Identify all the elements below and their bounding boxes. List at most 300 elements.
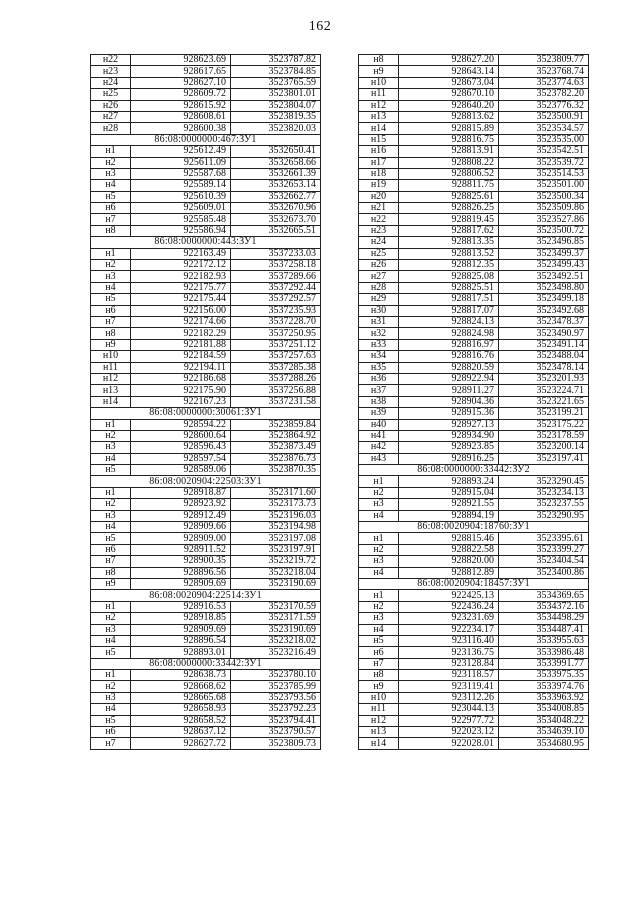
table-row [359,77,589,88]
table-row [91,316,321,327]
y-coordinate-cell: 3523171.60 [231,487,321,498]
point-number-cell: н4 [359,624,399,635]
point-number-cell: н1 [91,146,131,157]
table-row [91,556,321,567]
x-coordinate-cell: 928811.75 [399,180,499,191]
x-coordinate-cell: 922175.44 [131,294,231,305]
point-number-cell: н26 [359,260,399,271]
y-coordinate-cell: 3532673.70 [231,214,321,225]
y-coordinate-cell: 3523793.56 [231,692,321,703]
x-coordinate-cell: 928824.98 [399,328,499,339]
point-number-cell: н3 [91,510,131,521]
table-row [91,214,321,225]
table-row [359,328,589,339]
table-row [359,624,589,635]
table-row [91,100,321,111]
y-coordinate-cell: 3523534.57 [499,123,589,134]
x-coordinate-cell: 922194.11 [131,362,231,373]
table-row [359,738,589,749]
x-coordinate-cell: 928915.04 [399,487,499,498]
y-coordinate-cell: 3523499.18 [499,294,589,305]
table-row [91,613,321,624]
point-number-cell: н33 [359,339,399,350]
y-coordinate-cell: 3523804.07 [231,100,321,111]
point-number-cell: н21 [359,203,399,214]
table-row [359,419,589,430]
y-coordinate-cell: 3523196.03 [231,510,321,521]
point-number-cell: н2 [359,601,399,612]
table-row [91,635,321,646]
x-coordinate-cell: 928813.35 [399,237,499,248]
table-row [359,544,589,555]
coordinates-table-left-body [91,55,321,750]
x-coordinate-cell: 925586.94 [131,225,231,236]
point-number-cell: н7 [91,316,131,327]
point-number-cell: н12 [91,373,131,384]
point-number-cell: н2 [359,487,399,498]
y-coordinate-cell: 3523499.37 [499,248,589,259]
y-coordinate-cell: 3534680.95 [499,738,589,749]
y-coordinate-cell: 3523190.69 [231,578,321,589]
table-row [91,704,321,715]
y-coordinate-cell: 3523200.14 [499,442,589,453]
table-row [359,510,589,521]
point-number-cell: н10 [359,77,399,88]
x-coordinate-cell: 923231.69 [399,613,499,624]
x-coordinate-cell: 922234.17 [399,624,499,635]
point-number-cell: н41 [359,430,399,441]
y-coordinate-cell: 3523201.93 [499,373,589,384]
table-row [91,123,321,134]
table-row [359,556,589,567]
table-row [359,100,589,111]
point-number-cell: н8 [359,55,399,66]
table-row [359,601,589,612]
point-number-cell: н10 [359,692,399,703]
x-coordinate-cell: 928825.61 [399,191,499,202]
x-coordinate-cell: 928894.19 [399,510,499,521]
point-number-cell: н36 [359,373,399,384]
point-number-cell: н31 [359,316,399,327]
x-coordinate-cell: 922163.49 [131,248,231,259]
x-coordinate-cell: 928909.69 [131,578,231,589]
y-coordinate-cell: 3523399.27 [499,544,589,555]
table-row [91,168,321,179]
point-number-cell: н9 [359,66,399,77]
point-number-cell: н24 [359,237,399,248]
table-row [359,430,589,441]
table-row [359,533,589,544]
page-number: 162 [308,19,332,34]
y-coordinate-cell: 3523496.85 [499,237,589,248]
point-number-cell: н1 [91,670,131,681]
table-row [359,203,589,214]
point-number-cell: н11 [359,89,399,100]
x-coordinate-cell: 928918.85 [131,613,231,624]
y-coordinate-cell: 3523197.41 [499,453,589,464]
y-coordinate-cell: 3523514.53 [499,168,589,179]
table-row [359,225,589,236]
x-coordinate-cell: 928812.89 [399,567,499,578]
point-number-cell: н5 [91,533,131,544]
table-row [359,260,589,271]
point-number-cell: н34 [359,351,399,362]
parcel-cadastral-number: 86:08:0000000:443:ЗУ1 [91,237,321,248]
x-coordinate-cell: 928617.65 [131,66,231,77]
table-row [359,715,589,726]
table-row [359,692,589,703]
y-coordinate-cell: 3537233.03 [231,248,321,259]
y-coordinate-cell: 3534369.65 [499,590,589,601]
point-number-cell: н38 [359,396,399,407]
x-coordinate-cell: 922436.24 [399,601,499,612]
x-coordinate-cell: 928909.66 [131,522,231,533]
y-coordinate-cell: 3537292.57 [231,294,321,305]
y-coordinate-cell: 3523170.59 [231,601,321,612]
x-coordinate-cell: 928896.54 [131,635,231,646]
x-coordinate-cell: 928658.93 [131,704,231,715]
x-coordinate-cell: 928922.94 [399,373,499,384]
parcel-header-row [359,578,589,589]
x-coordinate-cell: 925585.48 [131,214,231,225]
x-coordinate-cell: 928820.59 [399,362,499,373]
table-row [359,590,589,601]
y-coordinate-cell: 3523794.41 [231,715,321,726]
table-row [359,214,589,225]
table-row [91,191,321,202]
x-coordinate-cell: 928816.75 [399,134,499,145]
x-coordinate-cell: 922186.68 [131,373,231,384]
point-number-cell: н8 [91,328,131,339]
x-coordinate-cell: 928813.52 [399,248,499,259]
y-coordinate-cell: 3523498.80 [499,282,589,293]
x-coordinate-cell: 928594.22 [131,419,231,430]
point-number-cell: н16 [359,146,399,157]
point-number-cell: н26 [91,100,131,111]
table-row [91,453,321,464]
y-coordinate-cell: 3532658.66 [231,157,321,168]
point-number-cell: н5 [91,715,131,726]
y-coordinate-cell: 3523175.22 [499,419,589,430]
table-row [91,157,321,168]
table-row [359,248,589,259]
y-coordinate-cell: 3537257.63 [231,351,321,362]
point-number-cell: н28 [91,123,131,134]
point-number-cell: н7 [91,738,131,749]
table-row [359,567,589,578]
x-coordinate-cell: 928815.89 [399,123,499,134]
y-coordinate-cell: 3523535.00 [499,134,589,145]
table-row [359,408,589,419]
point-number-cell: н2 [91,260,131,271]
point-number-cell: н1 [91,419,131,430]
x-coordinate-cell: 922977.72 [399,715,499,726]
x-coordinate-cell: 928912.49 [131,510,231,521]
y-coordinate-cell: 3537256.88 [231,385,321,396]
table-row [91,89,321,100]
y-coordinate-cell: 3523197.91 [231,544,321,555]
table-row [359,351,589,362]
table-row [359,89,589,100]
table-row [91,670,321,681]
table-row [91,465,321,476]
y-coordinate-cell: 3523478.37 [499,316,589,327]
parcel-cadastral-number: 86:08:0020904:22514:ЗУ1 [91,590,321,601]
x-coordinate-cell: 928900.35 [131,556,231,567]
table-row [91,305,321,316]
parcel-header-row [91,408,321,419]
y-coordinate-cell: 3537258.18 [231,260,321,271]
x-coordinate-cell: 928600.64 [131,430,231,441]
x-coordinate-cell: 928816.76 [399,351,499,362]
x-coordinate-cell: 928806.52 [399,168,499,179]
x-coordinate-cell: 928665.68 [131,692,231,703]
x-coordinate-cell: 928915.36 [399,408,499,419]
table-row [91,111,321,122]
point-number-cell: н7 [359,658,399,669]
x-coordinate-cell: 928627.10 [131,77,231,88]
table-row [91,692,321,703]
x-coordinate-cell: 928911.27 [399,385,499,396]
table-row [91,351,321,362]
x-coordinate-cell: 925612.49 [131,146,231,157]
point-number-cell: н6 [91,305,131,316]
table-row [359,442,589,453]
point-number-cell: н27 [91,111,131,122]
point-number-cell: н32 [359,328,399,339]
point-number-cell: н2 [91,430,131,441]
y-coordinate-cell: 3523870.35 [231,465,321,476]
coordinates-table-left [90,54,321,750]
x-coordinate-cell: 928918.87 [131,487,231,498]
point-number-cell: н39 [359,408,399,419]
y-coordinate-cell: 3523864.92 [231,430,321,441]
table-row [359,66,589,77]
y-coordinate-cell: 3523500.72 [499,225,589,236]
x-coordinate-cell: 922156.00 [131,305,231,316]
x-coordinate-cell: 928817.07 [399,305,499,316]
y-coordinate-cell: 3523218.02 [231,635,321,646]
y-coordinate-cell: 3533974.76 [499,681,589,692]
x-coordinate-cell: 928909.69 [131,624,231,635]
point-number-cell: н9 [91,578,131,589]
table-row [91,647,321,658]
point-number-cell: н40 [359,419,399,430]
x-coordinate-cell: 922028.01 [399,738,499,749]
table-row [359,157,589,168]
x-coordinate-cell: 928916.25 [399,453,499,464]
table-row [91,77,321,88]
table-row [91,385,321,396]
x-coordinate-cell: 928820.00 [399,556,499,567]
y-coordinate-cell: 3523190.69 [231,624,321,635]
x-coordinate-cell: 928893.24 [399,476,499,487]
table-row [359,111,589,122]
y-coordinate-cell: 3523219.72 [231,556,321,567]
table-row [359,271,589,282]
table-row [91,362,321,373]
x-coordinate-cell: 923118.57 [399,670,499,681]
point-number-cell: н6 [91,203,131,214]
y-coordinate-cell: 3523216.49 [231,647,321,658]
point-number-cell: н42 [359,442,399,453]
point-number-cell: н25 [359,248,399,259]
table-row [359,373,589,384]
point-number-cell: н3 [91,442,131,453]
table-row [359,168,589,179]
y-coordinate-cell: 3523527.86 [499,214,589,225]
x-coordinate-cell: 922182.93 [131,271,231,282]
y-coordinate-cell: 3537250.95 [231,328,321,339]
y-coordinate-cell: 3523178.59 [499,430,589,441]
table-row [359,282,589,293]
y-coordinate-cell: 3534372.16 [499,601,589,612]
parcel-header-row [359,522,589,533]
point-number-cell: н10 [91,351,131,362]
table-row [91,55,321,66]
table-row [359,191,589,202]
x-coordinate-cell: 928673.04 [399,77,499,88]
x-coordinate-cell: 928589.06 [131,465,231,476]
table-row [91,738,321,749]
y-coordinate-cell: 3523488.04 [499,351,589,362]
point-number-cell: н4 [91,453,131,464]
x-coordinate-cell: 922023.12 [399,727,499,738]
table-row [91,624,321,635]
point-number-cell: н27 [359,271,399,282]
x-coordinate-cell: 928637.12 [131,727,231,738]
y-coordinate-cell: 3523400.86 [499,567,589,578]
table-row [91,180,321,191]
table-row [359,134,589,145]
table-row [91,339,321,350]
coordinates-table-right-body [359,55,589,750]
x-coordinate-cell: 928819.45 [399,214,499,225]
table-row [359,704,589,715]
y-coordinate-cell: 3523765.59 [231,77,321,88]
x-coordinate-cell: 928824.13 [399,316,499,327]
y-coordinate-cell: 3533986.48 [499,647,589,658]
y-coordinate-cell: 3533975.35 [499,670,589,681]
table-row [91,727,321,738]
point-number-cell: н23 [359,225,399,236]
table-row [359,146,589,157]
y-coordinate-cell: 3523234.13 [499,487,589,498]
point-number-cell: н4 [91,282,131,293]
table-row [359,316,589,327]
y-coordinate-cell: 3534048.22 [499,715,589,726]
point-number-cell: н4 [91,635,131,646]
table-row [91,499,321,510]
table-row [91,203,321,214]
y-coordinate-cell: 3534639.10 [499,727,589,738]
point-number-cell: н35 [359,362,399,373]
y-coordinate-cell: 3532650.41 [231,146,321,157]
point-number-cell: н4 [91,704,131,715]
x-coordinate-cell: 922167.23 [131,396,231,407]
y-coordinate-cell: 3523782.20 [499,89,589,100]
y-coordinate-cell: 3532662.77 [231,191,321,202]
point-number-cell: н5 [359,635,399,646]
x-coordinate-cell: 928826.25 [399,203,499,214]
x-coordinate-cell: 923128.84 [399,658,499,669]
x-coordinate-cell: 922174.66 [131,316,231,327]
point-number-cell: н1 [359,533,399,544]
y-coordinate-cell: 3532661.39 [231,168,321,179]
y-coordinate-cell: 3523499.43 [499,260,589,271]
point-number-cell: н5 [91,465,131,476]
x-coordinate-cell: 925610.39 [131,191,231,202]
y-coordinate-cell: 3533955.63 [499,635,589,646]
x-coordinate-cell: 928817.51 [399,294,499,305]
point-number-cell: н3 [91,168,131,179]
y-coordinate-cell: 3523490.97 [499,328,589,339]
point-number-cell: н28 [359,282,399,293]
table-row [91,533,321,544]
y-coordinate-cell: 3523218.04 [231,567,321,578]
table-row [91,146,321,157]
parcel-header-row [359,465,589,476]
x-coordinate-cell: 928911.52 [131,544,231,555]
x-coordinate-cell: 928817.62 [399,225,499,236]
x-coordinate-cell: 928608.61 [131,111,231,122]
y-coordinate-cell: 3523404.54 [499,556,589,567]
y-coordinate-cell: 3523501.00 [499,180,589,191]
y-coordinate-cell: 3523539.72 [499,157,589,168]
x-coordinate-cell: 928904.36 [399,396,499,407]
table-row [91,522,321,533]
y-coordinate-cell: 3523395.61 [499,533,589,544]
y-coordinate-cell: 3523784.85 [231,66,321,77]
table-row [91,578,321,589]
parcel-cadastral-number: 86:08:0020904:18457:ЗУ1 [359,578,589,589]
point-number-cell: н13 [359,727,399,738]
point-number-cell: н3 [359,499,399,510]
y-coordinate-cell: 3523500.91 [499,111,589,122]
x-coordinate-cell: 928658.52 [131,715,231,726]
table-row [359,647,589,658]
x-coordinate-cell: 928825.51 [399,282,499,293]
table-row [91,567,321,578]
point-number-cell: н7 [91,556,131,567]
point-number-cell: н4 [359,510,399,521]
table-row [359,487,589,498]
y-coordinate-cell: 3523787.82 [231,55,321,66]
y-coordinate-cell: 3523194.98 [231,522,321,533]
point-number-cell: н8 [91,225,131,236]
x-coordinate-cell: 922172.12 [131,260,231,271]
x-coordinate-cell: 928815.46 [399,533,499,544]
x-coordinate-cell: 923136.75 [399,647,499,658]
table-row [359,681,589,692]
y-coordinate-cell: 3523859.84 [231,419,321,430]
y-coordinate-cell: 3523780.10 [231,670,321,681]
x-coordinate-cell: 928615.92 [131,100,231,111]
y-coordinate-cell: 3523801.01 [231,89,321,100]
y-coordinate-cell: 3532653.14 [231,180,321,191]
point-number-cell: н6 [359,647,399,658]
y-coordinate-cell: 3533991.77 [499,658,589,669]
point-number-cell: н14 [359,738,399,749]
parcel-cadastral-number: 86:08:0020904:22503:ЗУ1 [91,476,321,487]
y-coordinate-cell: 3534487.41 [499,624,589,635]
y-coordinate-cell: 3523221.65 [499,396,589,407]
y-coordinate-cell: 3523542.51 [499,146,589,157]
x-coordinate-cell: 922175.90 [131,385,231,396]
y-coordinate-cell: 3523492.51 [499,271,589,282]
table-row [359,55,589,66]
point-number-cell: н1 [91,487,131,498]
